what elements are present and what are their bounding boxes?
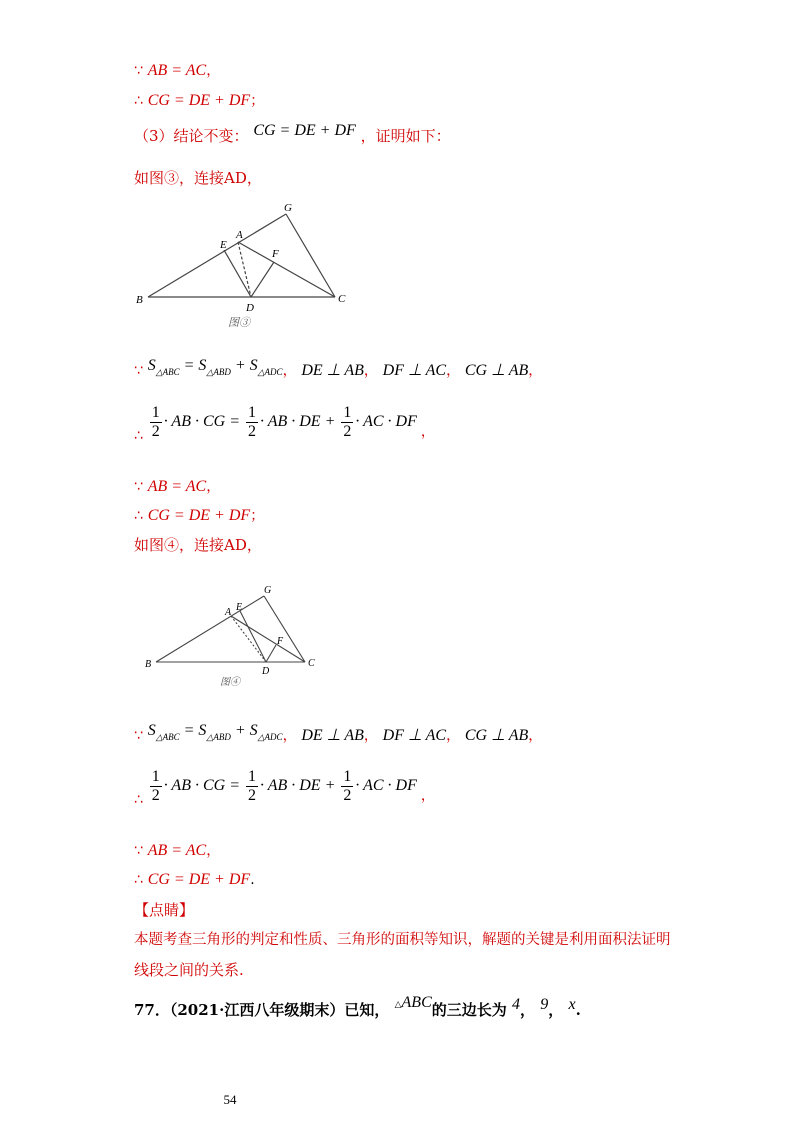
therefore-symbol: ∴ [134, 93, 143, 109]
because-ab-eq-ac-2: ∵ AB = AC， [134, 478, 221, 495]
perp-3: CG ⊥ AB [464, 362, 529, 379]
comment-body-1: 本题考查三角形的判定和性质、三角形的面积等知识，解题的关键是利用面积法证明 [134, 932, 671, 948]
equation: AB = AC [147, 62, 207, 79]
figure-4 [140, 582, 340, 696]
label-b: B [136, 294, 143, 306]
perp-2: DF ⊥ AC [382, 362, 447, 379]
segment-ac [231, 616, 305, 662]
label-e: E [220, 239, 227, 251]
question-source: （2021·江西八年级期末）已知， [169, 1001, 390, 1019]
segment-ad-dashed [238, 242, 251, 297]
fig4-intro: 如图④，连接AD， [134, 536, 262, 554]
label-f: F [277, 636, 284, 647]
label-e: E [236, 602, 243, 613]
therefore-symbol: ∴ [134, 428, 143, 445]
fig3-intro: 如图③，连接AD， [134, 169, 262, 187]
area-expression: $S_{\triangle ABC} = S_{\triangle ABD} + S_{\triangle ADC}$ [147, 357, 283, 377]
question-77: 77．（2021·江西八年级期末）已知， △ABC的三边长为 4， 9， x. [134, 994, 581, 1019]
segment-ed [240, 611, 266, 662]
perp-1: DE ⊥ AB [301, 362, 364, 379]
equation: CG = DE + DF [147, 92, 251, 109]
label-f: F [272, 248, 279, 260]
segment-bg [148, 214, 286, 297]
label-a: A [236, 229, 243, 241]
segment-df [251, 262, 274, 297]
segment-gc [286, 214, 335, 297]
segment-df [266, 645, 276, 662]
punctuation: ， [206, 63, 221, 79]
figure-3-svg [130, 198, 350, 338]
comment-title: 【点睛】 [134, 901, 195, 919]
segment-gc [264, 596, 305, 662]
label-d: D [262, 666, 270, 677]
label-b: B [145, 659, 152, 670]
because-symbol: ∵ [134, 363, 143, 379]
fraction-expression: $\frac{1}{2}$ · AB · CG = $\frac{1}{2}$ · AB · DE + $\frac{1}{2}$ · AC · DF [151, 404, 417, 440]
fig3-caption: 图③ [228, 317, 250, 329]
comment-body-2: 线段之间的关系. [134, 961, 244, 979]
area-equation-1: ∵ $S_{\triangle ABC} = S_{\triangle ABD} + S_{\triangle ADC}$， DE ⊥ AB， DF ⊥ AC， CG ⊥ AB， [134, 357, 543, 379]
segment-ad-dashed [231, 616, 266, 662]
figure-4-svg [140, 582, 340, 692]
part3-tail: ，证明如下： [360, 127, 451, 145]
because-ab-eq-ac-3: ∵ AB = AC， [134, 842, 221, 859]
label-c: C [338, 293, 346, 305]
page-number: 54 [223, 1092, 237, 1107]
figure-3 [130, 198, 350, 342]
equation: CG = DE + DF [253, 122, 356, 139]
question-number: 77． [134, 1001, 170, 1019]
fig4-caption: 图④ [220, 677, 240, 688]
therefore-cg-3: ∴ CG = DE + DF. [134, 871, 255, 888]
segment-ac [238, 242, 335, 297]
label-g: G [264, 585, 272, 596]
label-g: G [284, 202, 292, 214]
because-ab-eq-ac-1 [134, 60, 220, 81]
fraction-equation-1: ∴ $\frac{1}{2}$ · AB · CG = $\frac{1}{2}$ · AB · DE + $\frac{1}{2}$ · AC · DF ， [134, 404, 435, 445]
fraction-equation-2: ∴ $\frac{1}{2}$ · AB · CG = $\frac{1}{2}$ · AB · DE + $\frac{1}{2}$ · AC · DF ， [134, 768, 435, 809]
area-equation-2: ∵ $S_{\triangle ABC} = S_{\triangle ABD} + S_{\triangle ADC}$， DE ⊥ AB， DF ⊥ AC， CG ⊥ AB， [134, 722, 543, 744]
part3-label: （3）结论不变： [134, 127, 249, 145]
punctuation: ； [250, 93, 265, 109]
segment-bg [156, 596, 264, 662]
segment-ed [224, 250, 251, 297]
label-d: D [246, 302, 254, 314]
part3-statement [134, 122, 451, 147]
label-c: C [308, 658, 315, 669]
because-symbol: ∵ [134, 63, 143, 79]
therefore-cg-1 [134, 90, 264, 111]
label-a: A [225, 607, 232, 618]
therefore-cg-2: ∴ CG = DE + DF； [134, 507, 265, 524]
